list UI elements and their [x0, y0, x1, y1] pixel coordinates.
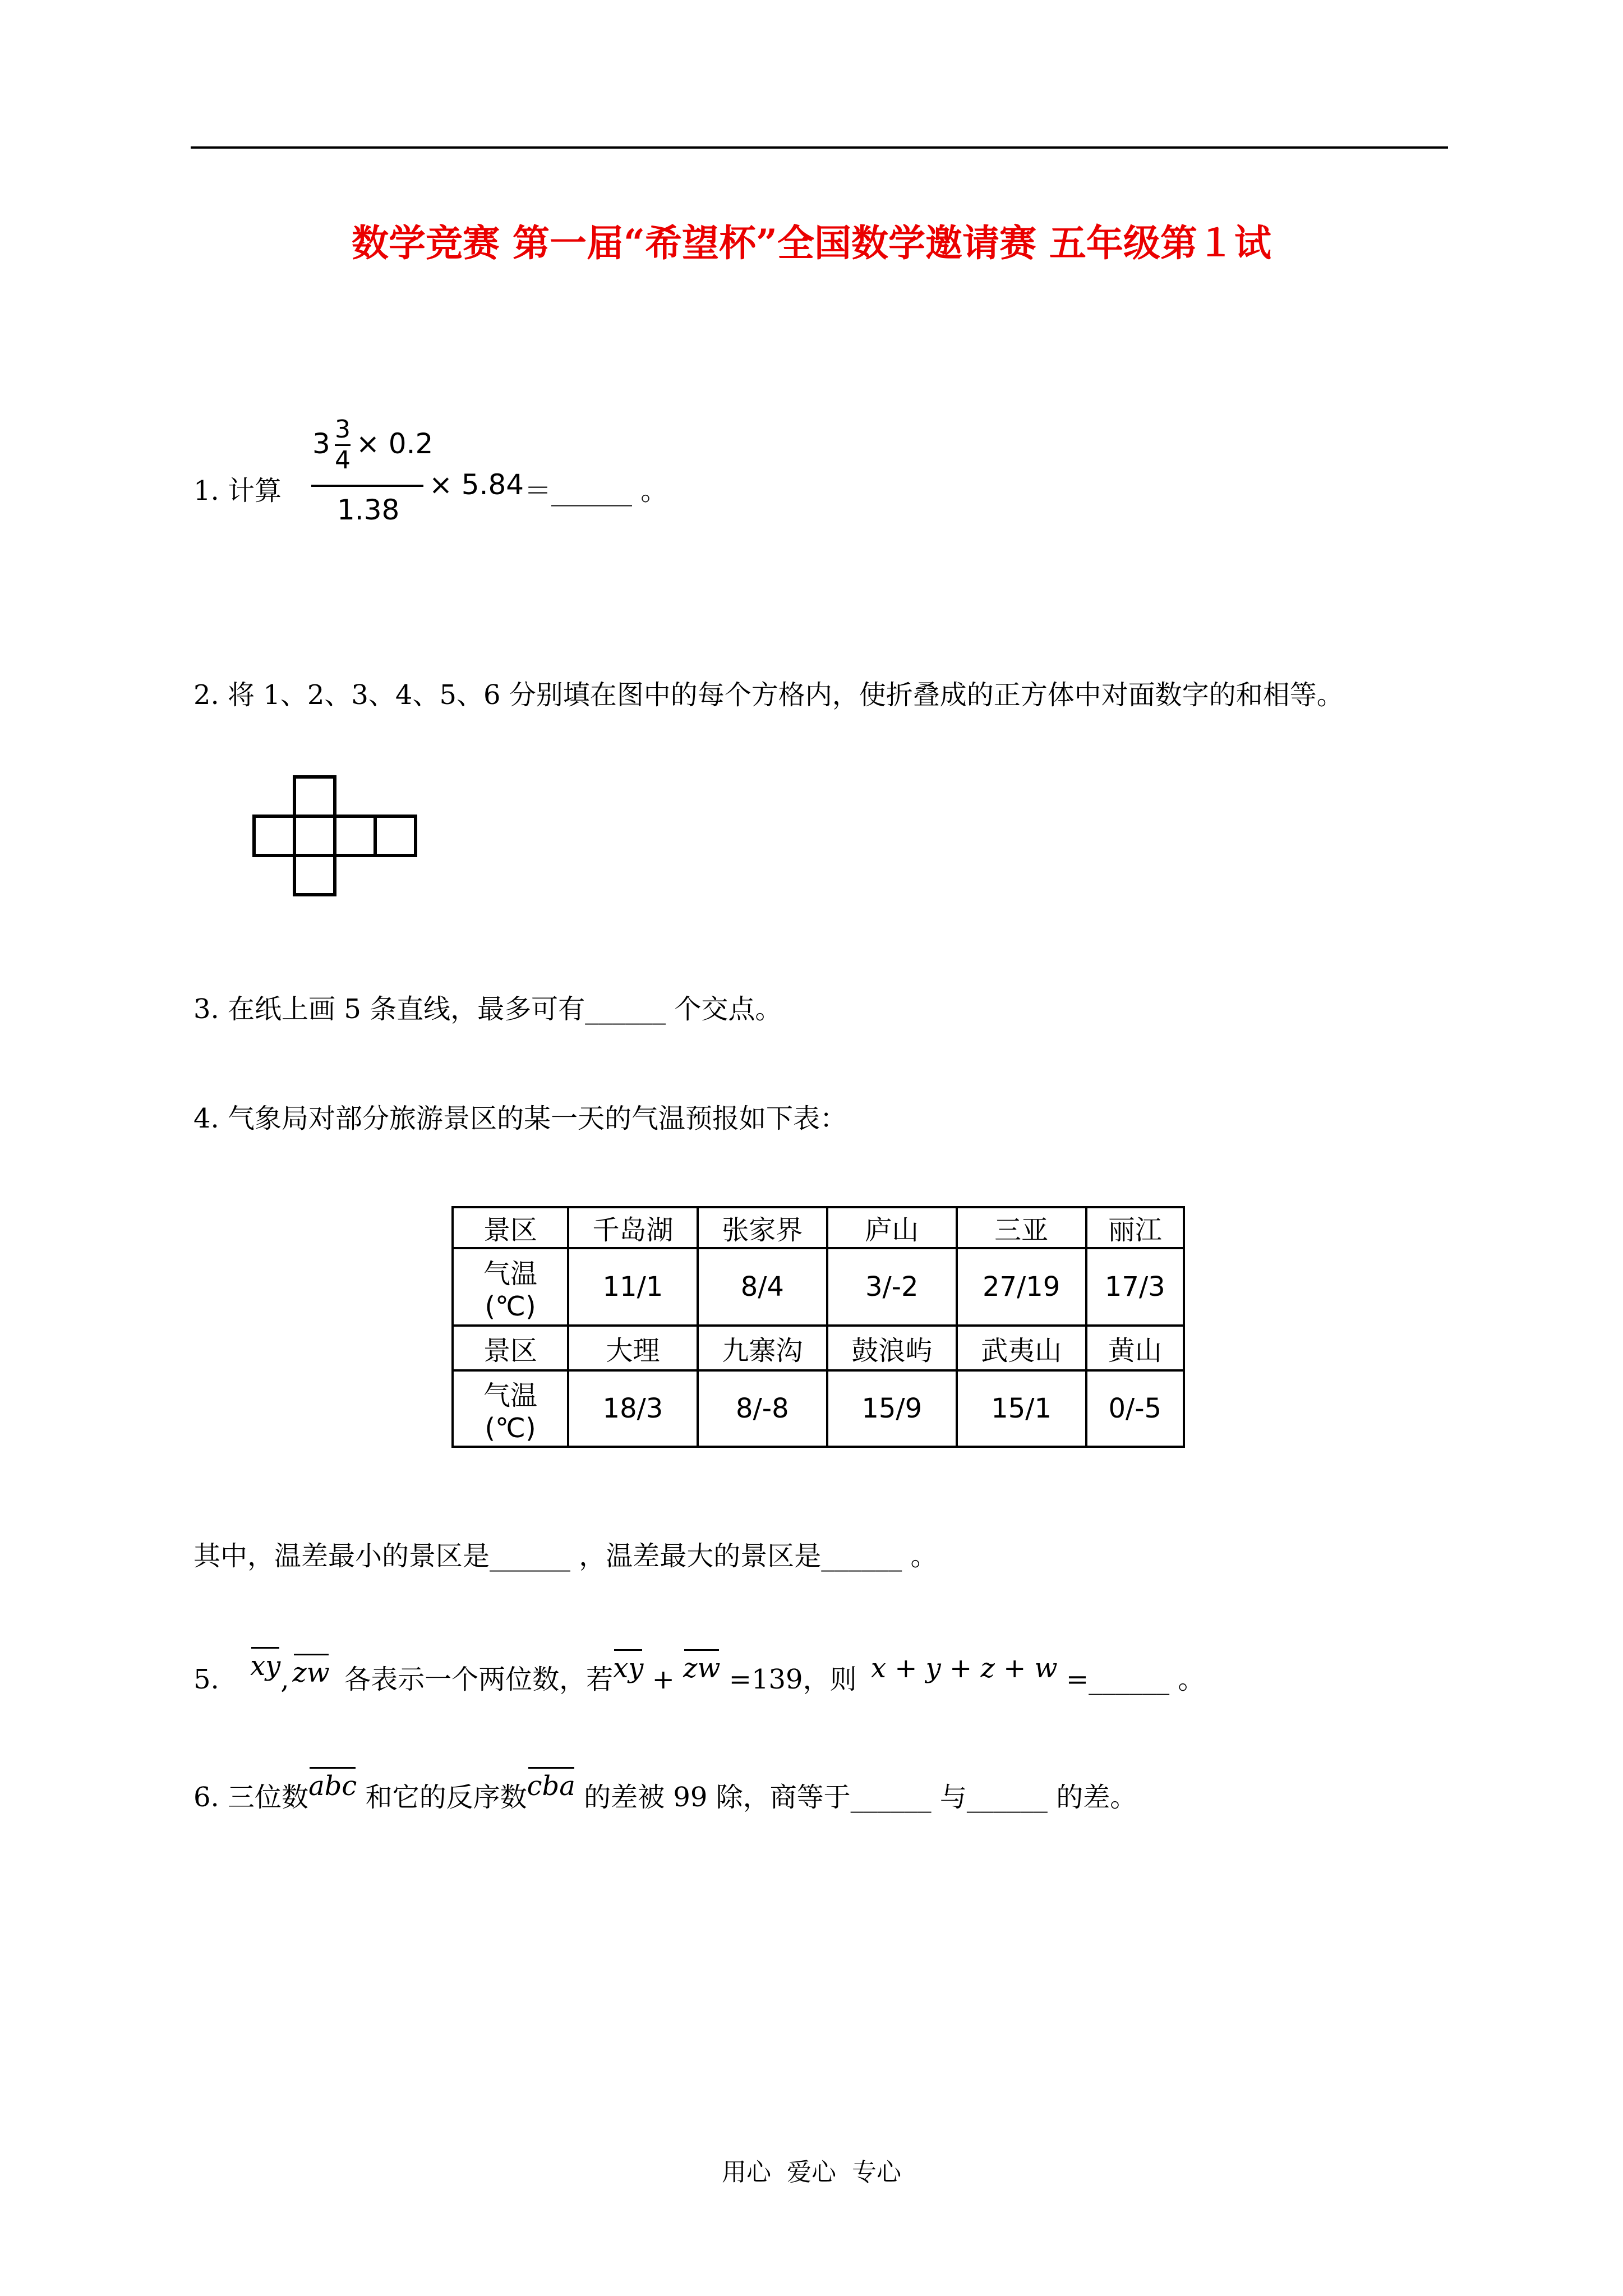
scene-cell: 鼓浪屿: [827, 1326, 957, 1370]
q6-pre: 6. 三位数: [193, 1782, 309, 1813]
header-rule: [191, 146, 1448, 149]
q2-text: 2. 将 1、2、3、4、5、6 分别填在图中的每个方格内，使折叠成的正方体中对面数字的和相等。: [193, 679, 1344, 711]
q5-mid: 各表示一个两位数，若: [344, 1664, 614, 1695]
temp-cell: 8/-8: [698, 1370, 827, 1447]
row-label-temp-2: (℃): [485, 1290, 536, 1322]
net-square-left: [254, 816, 294, 855]
scene-cell: 黄山: [1086, 1326, 1184, 1370]
cube-net-figure: [250, 774, 418, 898]
q3-text: 3. 在纸上画 5 条直线，最多可有______ 个交点。: [193, 993, 782, 1025]
row-label-temp-1: 气温: [483, 1379, 537, 1411]
q6-tail: 的差被 99 除，商等于______ 与______ 的差。: [584, 1782, 1137, 1813]
row-label-scene: 景区: [453, 1207, 568, 1248]
net-square-top: [294, 777, 335, 816]
q6-mid: 和它的反序数: [365, 1782, 527, 1813]
temp-cell: 15/9: [827, 1370, 957, 1447]
temp-cell: 8/4: [698, 1248, 827, 1326]
scene-cell: 张家界: [698, 1207, 827, 1248]
row-label-temp: [453, 1248, 568, 1326]
page-footer: 用心 爱心 专心: [722, 2158, 901, 2187]
q5-zw: zw: [292, 1657, 330, 1688]
q5-eq: =139，则: [728, 1664, 857, 1695]
table-row: [453, 1207, 1184, 1248]
row-label-temp-2: (℃): [485, 1412, 536, 1444]
q1-whole: 3: [312, 427, 330, 460]
q6-line: [193, 1770, 1137, 1814]
temp-cell: 0/-5: [1086, 1370, 1184, 1447]
q5-zw-2: zw: [683, 1653, 721, 1684]
q1-frac-den: 4: [335, 446, 351, 475]
q1-expression: [311, 415, 558, 544]
net-square-bottom: [294, 855, 335, 895]
net-square-right-2: [375, 816, 416, 855]
temp-cell: 17/3: [1086, 1248, 1184, 1326]
table-row: [453, 1326, 1184, 1370]
scene-cell: 三亚: [957, 1207, 1086, 1248]
q5-line: [193, 1650, 1205, 1696]
scene-cell: 九寨沟: [698, 1326, 827, 1370]
q5-sum-expression: x + y + z + w: [870, 1653, 1058, 1684]
q6-abc: abc: [308, 1770, 357, 1802]
net-square-center: [294, 816, 335, 855]
temp-cell: 18/3: [568, 1370, 698, 1447]
q4-text: 4. 气象局对部分旅游景区的某一天的气温预报如下表：: [193, 1103, 847, 1134]
table-row: [453, 1370, 1184, 1447]
q4-followup: 其中，温差最小的景区是______ ，温差最大的景区是______ 。: [193, 1540, 938, 1572]
scene-cell: 庐山: [827, 1207, 957, 1248]
q5-plus: +: [652, 1664, 675, 1695]
row-label-scene: 景区: [453, 1326, 568, 1370]
q1-label: 1. 计算: [193, 475, 282, 507]
q1-times-584: × 5.84: [429, 468, 524, 501]
q5-xy-2: xy: [613, 1653, 644, 1684]
q1-answer-blank: ＝______ 。: [524, 475, 668, 507]
net-square-right-1: [335, 816, 375, 855]
page-title: 数学竞赛 第一届“希望杯”全国数学邀请赛 五年级第１试: [352, 221, 1271, 265]
scene-cell: 大理: [568, 1326, 698, 1370]
scene-cell: 武夷山: [957, 1326, 1086, 1370]
scene-cell: 丽江: [1086, 1207, 1184, 1248]
q1-main-fraction-bar: [311, 485, 423, 487]
table-row: [453, 1248, 1184, 1326]
row-label-temp-1: 气温: [483, 1258, 537, 1290]
q1-denominator: 1.38: [337, 494, 400, 526]
temp-cell: 3/-2: [827, 1248, 957, 1326]
temp-cell: 11/1: [568, 1248, 698, 1326]
scene-cell: 千岛湖: [568, 1207, 698, 1248]
q6-cba: cba: [527, 1770, 575, 1802]
q5-number: 5.: [193, 1664, 219, 1695]
temperature-table: [451, 1206, 1185, 1448]
q1-frac-num: 3: [335, 415, 351, 444]
q5-comma: ,: [280, 1664, 289, 1695]
temp-cell: 27/19: [957, 1248, 1086, 1326]
q5-xy: xy: [250, 1650, 281, 1682]
q1-times-02: × 0.2: [356, 427, 434, 460]
q5-answer-blank: =______ 。: [1066, 1664, 1205, 1695]
row-label-temp: [453, 1370, 568, 1447]
temp-cell: 15/1: [957, 1370, 1086, 1447]
